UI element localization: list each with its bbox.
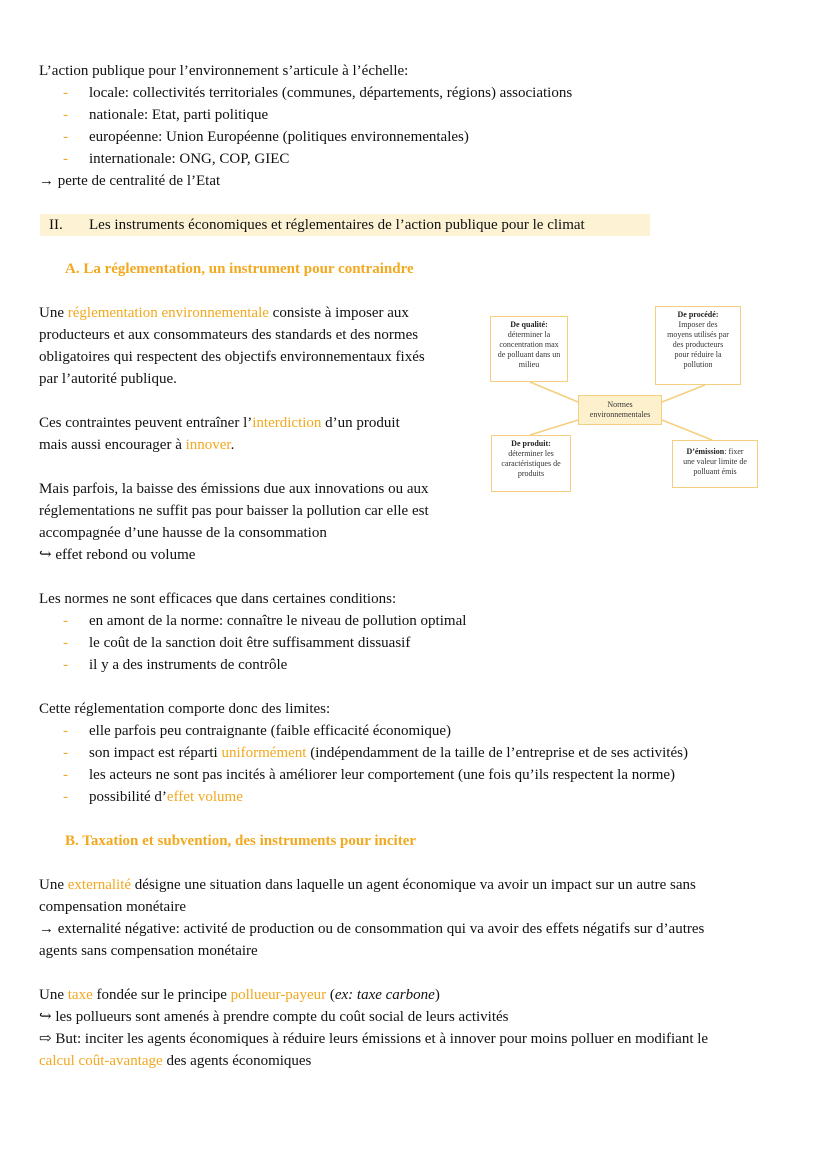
- limit-item: les acteurs ne sont pas incités à améliorer leur comportement (une fois qu’ils respectent la norme): [89, 767, 676, 783]
- regulation-definition-line4: par l’autorité publique.: [39, 371, 177, 387]
- connector-line: [662, 385, 705, 402]
- rebound-line4: ↪ effet rebond ou volume: [39, 547, 196, 563]
- norm-product-box: De produit: déterminer les caractéristiques de produits: [491, 435, 571, 492]
- highlight-term: calcul coût-avantage: [39, 1053, 163, 1069]
- connector-line: [530, 420, 578, 435]
- condition-item: le coût de la sanction doit être suffisamment dissuasif: [89, 635, 411, 651]
- regulation-definition-line1: Une réglementation environnementale consiste à imposer aux: [39, 305, 409, 321]
- section-b-title: B. Taxation et subvention, des instruments pour inciter: [65, 833, 417, 849]
- bullet-dash: -: [63, 723, 68, 739]
- section-a-title: A. La réglementation, un instrument pour contraindre: [65, 261, 414, 277]
- section-2-title: Les instruments économiques et réglementaires de l’action publique pour le climat: [89, 217, 585, 233]
- constraints-line1: Ces contraintes peuvent entraîner l’interdiction d’un produit: [39, 415, 400, 431]
- tax-line1: Une taxe fondée sur le principe pollueur-payeur (ex: taxe carbone): [39, 987, 440, 1003]
- intro-item-local: locale: collectivités territoriales (communes, départements, régions) associations: [89, 85, 573, 101]
- tax-line3: ⇨ But: inciter les agents économiques à réduire leurs émissions et à innover pour moins polluer en modifiant le: [39, 1031, 709, 1047]
- condition-item: en amont de la norme: connaître le niveau de pollution optimal: [89, 613, 467, 629]
- tax-line4: calcul coût-avantage des agents économiques: [39, 1053, 312, 1069]
- limits-text: Cette réglementation comporte donc des limites:: [39, 701, 331, 717]
- limit-item: elle parfois peu contraignante (faible efficacité économique): [89, 723, 452, 739]
- externality-line1: Une externalité désigne une situation dans laquelle un agent économique va avoir un impact sur un autre sans: [39, 877, 696, 893]
- bullet-dash: -: [63, 85, 68, 101]
- rebound-line2: réglementations ne suffit pas pour baisser la pollution car elle est: [39, 503, 429, 519]
- section-2-number: II.: [49, 217, 63, 233]
- bullet-dash: -: [63, 129, 68, 145]
- externality-line4: agents sans compensation monétaire: [39, 943, 258, 959]
- bullet-dash: -: [63, 151, 68, 167]
- bullet-dash: -: [63, 107, 68, 123]
- norms-center-box: Normes environnementales: [578, 395, 662, 425]
- constraints-line2: mais aussi encourager à innover.: [39, 437, 235, 453]
- highlight-term: réglementation environnementale: [67, 305, 269, 321]
- norm-quality-box: De qualité: déterminer la concentration max de polluant dans un milieu: [490, 316, 568, 382]
- limit-item: son impact est réparti uniformément (indépendamment de la taille de l’entreprise et de ses activités): [89, 745, 688, 761]
- bullet-dash: -: [63, 635, 68, 651]
- regulation-definition-line2: producteurs et aux consommateurs des standards et des normes: [39, 327, 419, 343]
- highlight-term: externalité: [67, 877, 132, 893]
- conditions-text: Les normes ne sont efficaces que dans certaines conditions:: [39, 591, 397, 607]
- highlight-term: effet volume: [166, 789, 243, 805]
- intro-item-european: européenne: Union Européenne (politiques environnementales): [89, 129, 469, 145]
- intro-text: L’action publique pour l’environnement s’articule à l’échelle:: [39, 63, 409, 79]
- intro-conclusion: → perte de centralité de l’Etat: [39, 173, 221, 189]
- connector-line: [530, 382, 578, 402]
- externality-line3: → externalité négative: activité de production ou de consommation qui va avoir des effets négatifs sur d’autres: [39, 921, 705, 937]
- highlight-term: pollueur-payeur: [230, 987, 327, 1003]
- intro-item-national: nationale: Etat, parti politique: [89, 107, 269, 123]
- norm-process-box: De procédé: Imposer des moyens utilisés par des producteurs pour réduire la pollution: [655, 306, 741, 385]
- bullet-dash: -: [63, 789, 68, 805]
- tax-line2: ↪ les pollueurs sont amenés à prendre compte du coût social de leurs activités: [39, 1009, 509, 1025]
- bullet-dash: -: [63, 745, 68, 761]
- externality-line2: compensation monétaire: [39, 899, 187, 915]
- highlight-term: taxe: [67, 987, 93, 1003]
- intro-item-international: internationale: ONG, COP, GIEC: [89, 151, 290, 167]
- bullet-dash: -: [63, 613, 68, 629]
- highlight-term: uniformément: [221, 745, 307, 761]
- rebound-line3: accompagnée d’une hausse de la consommation: [39, 525, 327, 541]
- condition-item: il y a des instruments de contrôle: [89, 657, 288, 673]
- tax-example: ex: taxe carbone: [334, 987, 435, 1003]
- bullet-dash: -: [63, 657, 68, 673]
- regulation-definition-line3: obligatoires qui respectent des objectifs environnementaux fixés: [39, 349, 425, 365]
- highlight-term: innover: [185, 437, 231, 453]
- rebound-line1: Mais parfois, la baisse des émissions due aux innovations ou aux: [39, 481, 429, 497]
- limit-item: possibilité d’effet volume: [89, 789, 243, 805]
- norm-emission-box: D’émission: fixer une valeur limite de polluant émis: [672, 440, 758, 488]
- highlight-term: interdiction: [252, 415, 322, 431]
- bullet-dash: -: [63, 767, 68, 783]
- connector-line: [662, 420, 712, 440]
